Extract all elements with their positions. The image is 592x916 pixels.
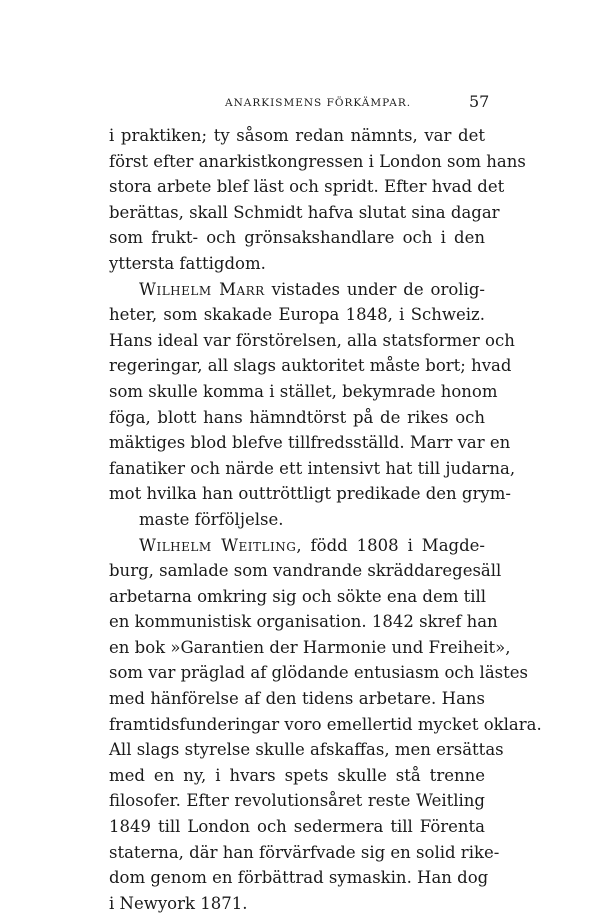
running-head: ANARKISMENS FÖRKÄMPAR. bbox=[225, 97, 412, 109]
text-line: filosofer. Efter revolutionsåret reste Weitling bbox=[109, 791, 485, 811]
text-line: med hänförelse af den tidens arbetare. Hans bbox=[109, 689, 485, 709]
person-name: Wilhelm Marr bbox=[139, 279, 265, 299]
text-line: arbetarna omkring sig och sökte ena dem till bbox=[109, 586, 487, 606]
paragraph-start-line: Wilhelm Weitling, född 1808 i Magde- bbox=[139, 535, 486, 555]
text-line: som frukt- och grönsakshandlare och i den bbox=[109, 228, 485, 248]
text-line: i praktiken; ty såsom redan nämnts, var det bbox=[109, 126, 485, 145]
text-line: staterna, där han förvärfvade sig en solid rike- bbox=[109, 842, 500, 862]
text-line: föga, blott hans hämndtörst på de rikes och bbox=[109, 407, 485, 427]
paragraph-start-line: Wilhelm Marr vistades under de orolig- bbox=[139, 279, 485, 299]
text-line: regeringar, all slags auktoritet måste bort; hvad bbox=[109, 356, 512, 376]
text-line: mot hvilka han outtröttligt predikade den grym- bbox=[109, 484, 511, 504]
text-line: All slags styrelse skulle afskaffas, men ersättas bbox=[109, 740, 504, 760]
text-line: Hans ideal var förstörelsen, alla statsformer och bbox=[109, 330, 515, 350]
text-line: dom genom en förbättrad symaskin. Han dog bbox=[109, 868, 489, 888]
text-line: som var präglad af glödande entusiasm och lästes bbox=[109, 663, 528, 683]
text-line: maste förföljelse. bbox=[139, 509, 284, 529]
person-name: Wilhelm Weitling bbox=[139, 535, 297, 555]
text-line: med en ny, i hvars spets skulle stå trenne bbox=[109, 765, 485, 785]
text-line: heter, som skakade Europa 1848, i Schweiz. bbox=[109, 305, 485, 325]
text-line: burg, samlade som vandrande skräddaregesäll bbox=[109, 561, 502, 581]
text-line: som skulle komma i stället, bekymrade honom bbox=[109, 381, 498, 401]
text-line: först efter anarkistkongressen i London som hans bbox=[109, 151, 526, 171]
page-number: 57 bbox=[469, 92, 490, 111]
text-line: i Newyork 1871. bbox=[109, 893, 248, 913]
body-text bbox=[109, 123, 542, 916]
text-line: framtidsfunderingar voro emellertid mycket oklara. bbox=[109, 714, 542, 734]
text-line: fanatiker och närde ett intensivt hat till judarna, bbox=[109, 458, 516, 478]
text-line: en kommunistisk organisation. 1842 skref han bbox=[109, 612, 498, 632]
text-line: en bok »Garantien der Harmonie und Freiheit», bbox=[109, 637, 511, 657]
text-line: berättas, skall Schmidt hafva slutat sina dagar bbox=[109, 202, 500, 222]
text-line: 1849 till London och sedermera till Förenta bbox=[109, 817, 485, 837]
text-line: mäktiges blod blefve tillfredsställd. Marr var en bbox=[109, 433, 511, 453]
text-line: stora arbete blef läst och spridt. Efter hvad det bbox=[109, 177, 505, 197]
text-line: yttersta fattigdom. bbox=[109, 253, 266, 273]
